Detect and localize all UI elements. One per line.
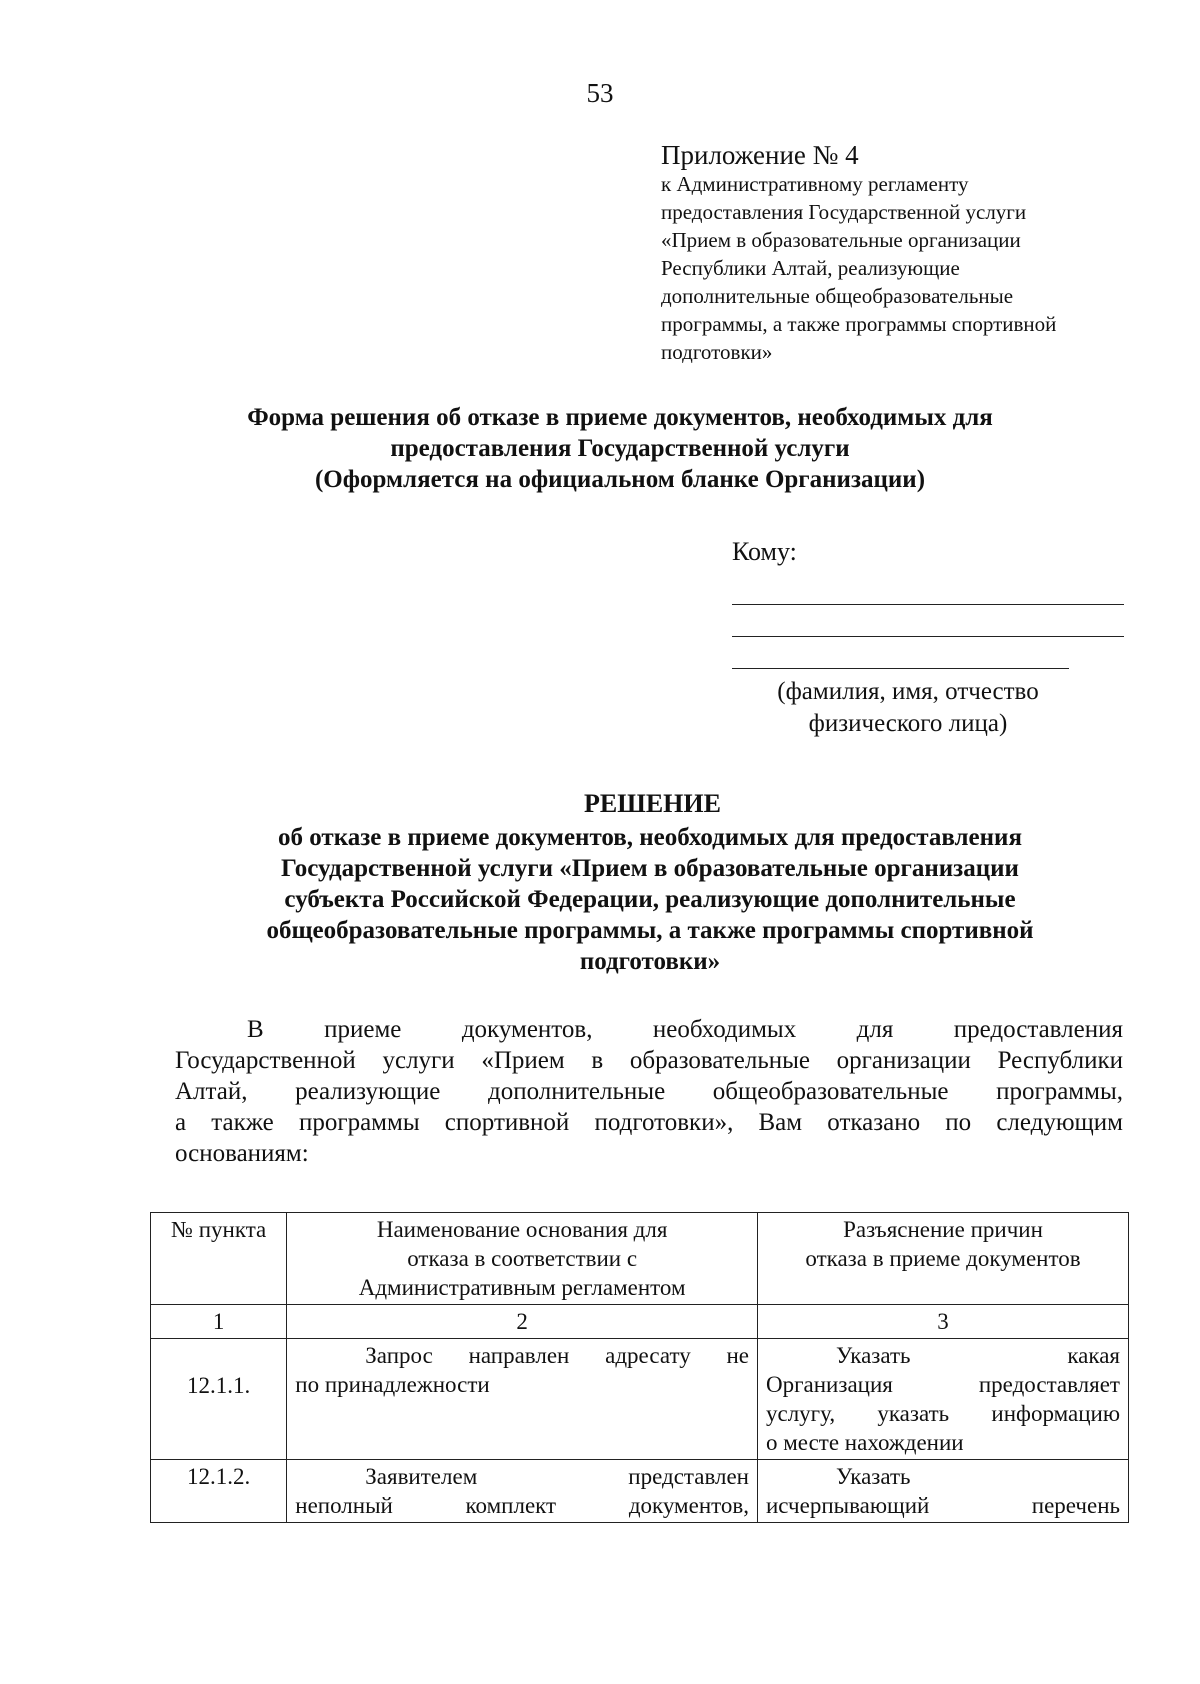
table-column-numbers-row	[151, 1305, 1129, 1339]
reasons-table	[150, 1212, 1129, 1523]
table-header-row	[151, 1213, 1129, 1305]
row-basis-line: неполный комплект документов,	[295, 1493, 749, 1518]
row-explanation-line: Указать какая	[836, 1343, 1120, 1368]
row-explanation-line: Организация предоставляет	[766, 1372, 1120, 1397]
row-number: 12.1.1.	[151, 1339, 287, 1460]
body-line: Алтай, реализующие дополнительные общеобразовательные программы,	[175, 1078, 1123, 1105]
appendix-line: «Прием в образовательные организации	[661, 228, 1021, 252]
row-basis-line: Запрос направлен адресату не	[365, 1343, 749, 1368]
appendix-block	[661, 140, 1131, 366]
row-basis-line: по принадлежности	[295, 1372, 490, 1397]
header-cell-number: № пункта	[151, 1213, 287, 1305]
decision-subtitle-line: об отказе в приеме документов, необходимых для предоставления	[278, 824, 1022, 851]
row-basis-line: Заявителем представлен	[365, 1464, 749, 1489]
row-explanation-line: исчерпывающий перечень	[766, 1493, 1120, 1518]
header-line: отказа в приеме документов	[805, 1246, 1081, 1271]
row-explanation	[758, 1339, 1129, 1460]
appendix-title: Приложение № 4	[661, 140, 859, 170]
body-line: Государственной услуги «Прием в образовательные организации Республики	[175, 1047, 1123, 1074]
recipient-caption	[732, 676, 1084, 740]
header-line: отказа в соответствии с	[407, 1246, 638, 1271]
body-line: а также программы спортивной подготовки», Вам отказано по следующим	[175, 1109, 1123, 1136]
decision-subtitle	[140, 822, 1160, 977]
form-title-line: предоставления Государственной услуги	[390, 435, 850, 462]
header-line: Наименование основания для	[376, 1217, 668, 1242]
form-title	[140, 402, 1100, 495]
recipient-blank-line[interactable]	[732, 668, 1069, 669]
column-number: 3	[758, 1305, 1129, 1339]
decision-subtitle-line: общеобразовательные программы, а также программы спортивной	[266, 917, 1034, 944]
appendix-line: Республики Алтай, реализующие	[661, 256, 960, 280]
recipient-blank-line[interactable]	[732, 636, 1124, 637]
form-title-line: (Оформляется на официальном бланке Организации)	[314, 466, 926, 493]
column-number: 2	[287, 1305, 758, 1339]
body-line: основаниям:	[175, 1140, 309, 1167]
appendix-line: дополнительные общеобразовательные	[661, 284, 1014, 308]
appendix-line: к Административному регламенту	[661, 172, 969, 196]
recipient-caption-line: (фамилия, имя, отчество	[777, 678, 1039, 705]
recipient-label: Кому:	[732, 537, 797, 566]
body-paragraph	[175, 1014, 1123, 1169]
form-title-line: Форма решения об отказе в приеме документов, необходимых для	[247, 404, 993, 431]
table-row	[151, 1339, 1129, 1460]
row-basis	[287, 1460, 758, 1523]
appendix-line: подготовки»	[661, 340, 773, 364]
recipient-blank-line[interactable]	[732, 604, 1124, 605]
header-line: Разъяснение причин	[843, 1217, 1043, 1242]
body-line: В приеме документов, необходимых для предоставления	[247, 1016, 1123, 1043]
row-basis	[287, 1339, 758, 1460]
decision-heading: РЕШЕНИЕ	[584, 789, 721, 818]
row-explanation	[758, 1460, 1129, 1523]
page-number: 53	[586, 78, 614, 108]
appendix-line: предоставления Государственной услуги	[661, 200, 1027, 224]
row-explanation-line: Указать	[836, 1464, 911, 1489]
row-explanation-line: услугу, указать информацию	[766, 1401, 1120, 1426]
decision-subtitle-line: подготовки»	[579, 948, 721, 975]
decision-subtitle-line: Государственной услуги «Прием в образовательные организации	[281, 855, 1019, 882]
header-cell-basis	[287, 1213, 758, 1305]
row-explanation-line: о месте нахождении	[766, 1430, 964, 1455]
decision-subtitle-line: субъекта Российской Федерации, реализующие дополнительные	[284, 886, 1016, 913]
table-row	[151, 1460, 1129, 1523]
recipient-caption-line: физического лица)	[808, 710, 1008, 737]
header-cell-explanation	[758, 1213, 1129, 1305]
column-number: 1	[151, 1305, 287, 1339]
appendix-line: программы, а также программы спортивной	[661, 312, 1057, 336]
header-line: Административным регламентом	[358, 1275, 686, 1300]
row-number: 12.1.2.	[151, 1460, 287, 1523]
